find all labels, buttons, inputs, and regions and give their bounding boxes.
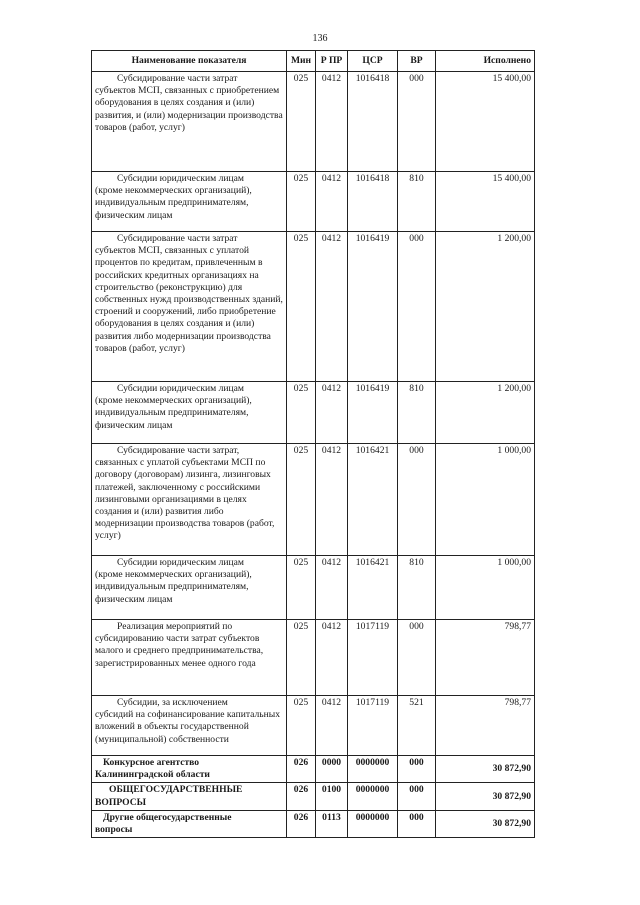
cell-vr: 000: [398, 810, 436, 837]
name-continuation: Калининградской области: [95, 769, 210, 781]
cell-indicator-name: [92, 696, 287, 756]
header-csr: ЦСР: [348, 51, 398, 72]
name-continuation: субъектов МСП, связанных с приобретением оборудования в целях создания и (или) развития, и (или) модернизации производства товаров (работ, услуг): [95, 85, 283, 133]
cell-executed-amount: 1 200,00: [436, 382, 535, 444]
header-rpr: Р ПР: [316, 51, 348, 72]
cell-rpr: 0100: [316, 783, 348, 810]
name-continuation: (кроме некоммерческих организаций), индивидуальным предпринимателям, физическим лицам: [95, 185, 252, 221]
cell-indicator-name: [92, 810, 287, 837]
cell-vr: 810: [398, 382, 436, 444]
header-vr: ВР: [398, 51, 436, 72]
cell-min: 025: [287, 696, 316, 756]
cell-indicator-name: [92, 756, 287, 783]
cell-min: 025: [287, 72, 316, 172]
cell-indicator-name: [92, 556, 287, 620]
table-header-row: [92, 51, 535, 72]
cell-rpr: 0412: [316, 444, 348, 556]
table-row: [92, 444, 535, 556]
name-first-line: Реализация мероприятий по: [117, 621, 233, 632]
header-executed: Исполнено: [436, 51, 535, 72]
name-first-line: Субсидии юридическим лицам: [117, 383, 244, 394]
table-row: [92, 72, 535, 172]
cell-min: 025: [287, 620, 316, 696]
cell-rpr: 0000: [316, 756, 348, 783]
cell-rpr: 0412: [316, 696, 348, 756]
name-first-line: Субсидии юридическим лицам: [117, 173, 244, 184]
cell-indicator-name: [92, 783, 287, 810]
budget-execution-table: [91, 50, 535, 838]
cell-executed-amount: 30 872,90: [436, 756, 535, 783]
name-continuation: субсидированию части затрат субъектов малого и среднего предпринимательства, зарегистрированных менее одного года: [95, 633, 264, 669]
cell-executed-amount: 15 400,00: [436, 172, 535, 232]
name-continuation: вопросы: [95, 824, 133, 836]
cell-executed-amount: 30 872,90: [436, 783, 535, 810]
cell-rpr: 0412: [316, 382, 348, 444]
cell-vr: 000: [398, 783, 436, 810]
cell-csr: 1016418: [348, 172, 398, 232]
cell-vr: 810: [398, 172, 436, 232]
name-first-line: Субсидии, за исключением: [117, 697, 228, 708]
cell-csr: 1016421: [348, 556, 398, 620]
cell-executed-amount: 1 200,00: [436, 232, 535, 382]
cell-min: 026: [287, 810, 316, 837]
table-row: [92, 232, 535, 382]
cell-min: 025: [287, 444, 316, 556]
name-first-line: Субсидирование части затрат,: [117, 445, 240, 456]
name-continuation: (кроме некоммерческих организаций), индивидуальным предпринимателям, физическим лицам: [95, 395, 252, 431]
cell-csr: 0000000: [348, 783, 398, 810]
cell-min: 026: [287, 756, 316, 783]
cell-vr: 000: [398, 620, 436, 696]
name-first-line: Субсидирование части затрат: [117, 233, 238, 244]
table-row: [92, 783, 535, 810]
name-first-line: Другие общегосударственные: [103, 811, 232, 823]
table-row: [92, 756, 535, 783]
table-row: [92, 382, 535, 444]
cell-csr: 1016419: [348, 382, 398, 444]
cell-min: 025: [287, 232, 316, 382]
cell-csr: 0000000: [348, 810, 398, 837]
cell-rpr: 0113: [316, 810, 348, 837]
cell-rpr: 0412: [316, 72, 348, 172]
cell-csr: 1017119: [348, 696, 398, 756]
cell-csr: 1017119: [348, 620, 398, 696]
cell-executed-amount: 1 000,00: [436, 556, 535, 620]
table-row: [92, 696, 535, 756]
cell-min: 025: [287, 382, 316, 444]
cell-vr: 521: [398, 696, 436, 756]
cell-vr: 000: [398, 444, 436, 556]
header-min: Мин: [287, 51, 316, 72]
cell-vr: 810: [398, 556, 436, 620]
cell-min: 025: [287, 556, 316, 620]
page-number: 136: [312, 33, 328, 44]
name-first-line: Конкурсное агентство: [103, 757, 200, 768]
name-continuation: субсидий на софинансирование капитальных вложений в объекты государственной (муниципальной) собственности: [95, 709, 281, 745]
table-row: [92, 172, 535, 232]
cell-rpr: 0412: [316, 620, 348, 696]
cell-indicator-name: [92, 172, 287, 232]
table-body: [92, 72, 535, 838]
cell-csr: 1016421: [348, 444, 398, 556]
cell-indicator-name: [92, 444, 287, 556]
cell-executed-amount: 1 000,00: [436, 444, 535, 556]
name-first-line: Субсидирование части затрат: [117, 73, 238, 84]
table-row: [92, 810, 535, 837]
cell-executed-amount: 798,77: [436, 696, 535, 756]
name-continuation: субъектов МСП, связанных с уплатой процентов по кредитам, привлеченным в российских кредитных организациях на строительство (реконструкцию) для собственных нужд производственных зданий, строений и сооружений, либо приобретение оборудования в целях создания и (или) развития либо модернизации производства товаров (работ, услуг): [95, 245, 283, 354]
name-first-line: ОБЩЕГОСУДАРСТВЕННЫЕ: [109, 784, 243, 796]
cell-vr: 000: [398, 756, 436, 783]
cell-csr: 1016419: [348, 232, 398, 382]
cell-executed-amount: 30 872,90: [436, 810, 535, 837]
cell-indicator-name: [92, 72, 287, 172]
cell-min: 026: [287, 783, 316, 810]
cell-csr: 0000000: [348, 756, 398, 783]
header-name: Наименование показателя: [92, 51, 287, 72]
name-first-line: Субсидии юридическим лицам: [117, 557, 244, 568]
cell-executed-amount: 15 400,00: [436, 72, 535, 172]
table-row: [92, 620, 535, 696]
cell-rpr: 0412: [316, 556, 348, 620]
cell-min: 025: [287, 172, 316, 232]
name-continuation: (кроме некоммерческих организаций), индивидуальным предпринимателям, физическим лицам: [95, 569, 252, 605]
cell-rpr: 0412: [316, 232, 348, 382]
table-row: [92, 556, 535, 620]
cell-indicator-name: [92, 382, 287, 444]
cell-rpr: 0412: [316, 172, 348, 232]
cell-vr: 000: [398, 72, 436, 172]
name-continuation: ВОПРОСЫ: [95, 796, 147, 808]
cell-indicator-name: [92, 232, 287, 382]
cell-vr: 000: [398, 232, 436, 382]
cell-executed-amount: 798,77: [436, 620, 535, 696]
cell-csr: 1016418: [348, 72, 398, 172]
cell-indicator-name: [92, 620, 287, 696]
name-continuation: связанных с уплатой субъектами МСП по договору (договорам) лизинга, лизинговых платежей, заключенному с российскими лизинговыми организациями в целях создания и (или) развития либо модернизации производства товаров (работ, услуг): [95, 457, 275, 542]
